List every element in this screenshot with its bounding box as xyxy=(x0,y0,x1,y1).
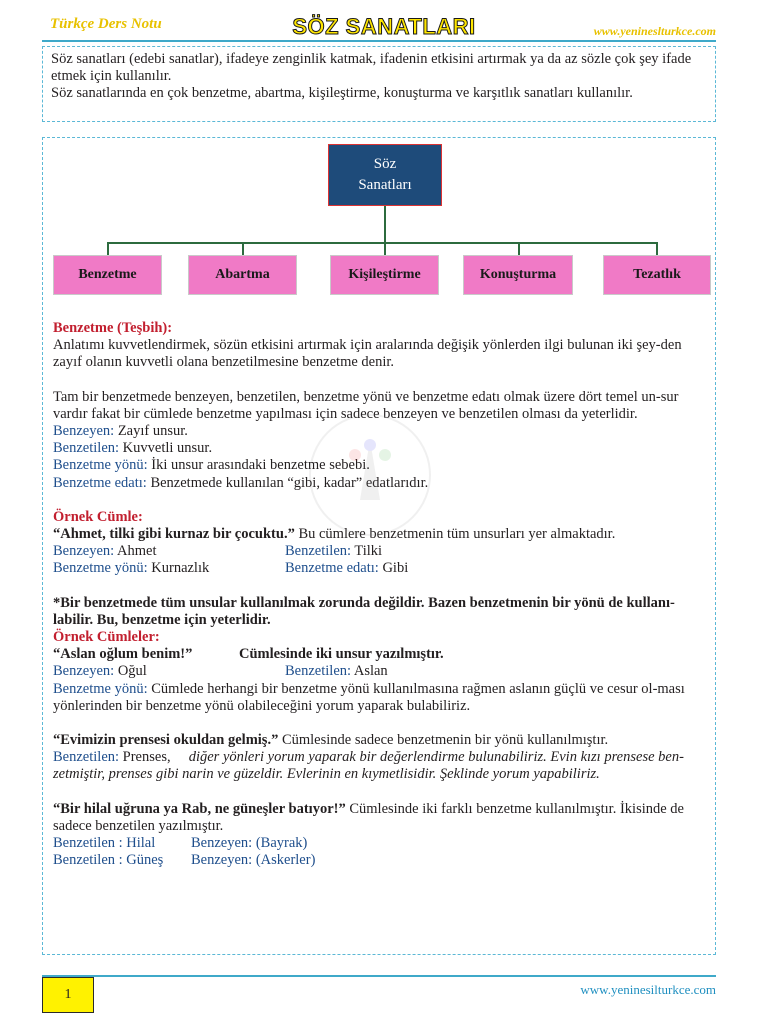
example3-sentence: “Evimizin prensesi okuldan gelmiş.” Cümlesinde sadece benzetmenin bir yönü kullanılmıştır. xyxy=(53,732,609,749)
example-heading: Örnek Cümle: xyxy=(53,508,143,525)
footer-divider xyxy=(42,975,716,977)
diagram-item-kisilestirme: Kişileştirme xyxy=(330,255,439,295)
example-row: Benzeyen: Oğul Benzetilen: Aslan xyxy=(53,663,388,680)
example-row: Benzetilen : Güneş Benzeyen: (Askerler) xyxy=(53,852,316,869)
header-url[interactable]: www.yenineslturkce.com xyxy=(593,24,716,38)
term-row xyxy=(53,440,705,457)
diagram-branch-4 xyxy=(518,242,520,255)
term-text: Benzetmede kullanılan “gibi, kadar” edatlarıdır. xyxy=(150,474,429,491)
definition: Anlatımı kuvvetlendirmek, sözün etkisini artırmak için aralarında değişik yönlerden ilgi bulunan iki şey-den zayıf olanın kuvvetli olana benzetilmesine benzetme denir. xyxy=(53,337,682,371)
main-box xyxy=(42,137,716,955)
paragraph-2: Tam bir benzetmede benzeyen, benzetilen, benzetme yönü ve benzetme edatı olmak üzere dört temel un-sur vardır fakat bir cümlede benzetme yapılması için sadece benzeyen ve benzetilen olması da yeterlidir. xyxy=(53,388,679,422)
example2-sentence: “Aslan oğlum benim!” Cümlesinde iki unsur yazılmıştır. xyxy=(53,646,444,663)
header-divider xyxy=(42,40,716,42)
note: *Bir benzetmede tüm unsular kullanılmak zorunda değildir. Bazen benzetmenin bir yönü de kullanı-labilir. Bu, benzetme için yeterlidir. xyxy=(53,594,675,628)
diagram-branch-2 xyxy=(242,242,244,255)
example2-explanation: Benzetme yönü: Cümlede herhangi bir benzetme yönü kullanılmasına rağmen aslanın güçlü ve cesur ol-ması yönlerinden bir benzetme yönü olabileceğini yorum yaparak bulabiliriz. xyxy=(53,680,685,714)
example-sentence xyxy=(53,526,705,543)
example-row: Benzetilen : Hilal Benzeyen: (Bayrak) xyxy=(53,835,308,852)
page-number: 1 xyxy=(42,977,94,1013)
header-subject: Türkçe Ders Notu xyxy=(50,16,162,32)
intro-line-2: Söz sanatlarında en çok benzetme, abartma, kişileştirme, konuşturma ve karşıtlık sanatları kullanılır. xyxy=(51,85,633,101)
example3-explanation: Benzetilen: Prenses, diğer yönleri yorum yaparak bir değerlendirme bulunabiliriz. Evin kızı prensese ben-zetmiştir, prenses gibi narin ve güzeldir. Evlerinin en kıymetlisidir. Şeklinde yorum yapabiliriz. xyxy=(53,749,684,783)
diagram-branch-5 xyxy=(656,242,658,255)
example-quote: “Ahmet, tilki gibi kurnaz bir çocuktu.” xyxy=(53,526,295,543)
diagram-item-abartma: Abartma xyxy=(188,255,297,295)
example-rest: Bu cümlere benzetmenin tüm unsurları yer almaktadır. xyxy=(294,526,616,543)
diagram-branch-1 xyxy=(107,242,109,255)
example4-sentence: “Bir hilal uğruna ya Rab, ne güneşler batıyor!” Cümlesinde iki farklı benzetme kullanılmıştır. İkisinde de sadece benzetilen yazılmıştır. xyxy=(53,800,684,834)
term-text: Zayıf unsur. xyxy=(117,423,188,440)
intro-line-1: Söz sanatları (edebi sanatlar), ifadeye zenginlik katmak, ifadenin etkisini artırmak ya da az sözle çok şey ifade etmek için kullanılır. xyxy=(51,51,692,84)
section-heading: Benzetme (Teşbih): xyxy=(53,320,173,336)
example-row: Benzeyen: Ahmet Benzetilen: Tilki xyxy=(53,543,383,560)
content xyxy=(53,320,705,869)
term-row xyxy=(53,457,705,474)
intro-box xyxy=(42,46,716,122)
term-row xyxy=(53,423,705,440)
diagram-item-tezatlik: Tezatlık xyxy=(603,255,711,295)
diagram-branch-3 xyxy=(384,242,386,255)
term-label: Benzetme edatı: xyxy=(53,474,147,491)
term-text: İki unsur arasındaki benzetme sebebi. xyxy=(151,457,370,474)
page-title: SÖZ SANATLARI xyxy=(292,14,476,39)
diagram-stem xyxy=(384,206,386,242)
term-label: Benzeyen: xyxy=(53,423,115,440)
diagram-bar xyxy=(107,242,657,244)
diagram-root: Söz Sanatları xyxy=(328,144,442,206)
diagram-item-benzetme: Benzetme xyxy=(53,255,162,295)
example-row: Benzetme yönü: Kurnazlık Benzetme edatı: Gibi xyxy=(53,560,409,577)
term-text: Kuvvetli unsur. xyxy=(122,440,213,457)
diagram-item-konusturma: Konuşturma xyxy=(463,255,573,295)
term-label: Benzetilen: xyxy=(53,440,120,457)
term-row xyxy=(53,475,705,492)
footer-url[interactable]: www.yeninesilturkce.com xyxy=(580,982,716,997)
term-label: Benzetme yönü: xyxy=(53,457,148,474)
examples-heading: Örnek Cümleler: xyxy=(53,629,160,646)
